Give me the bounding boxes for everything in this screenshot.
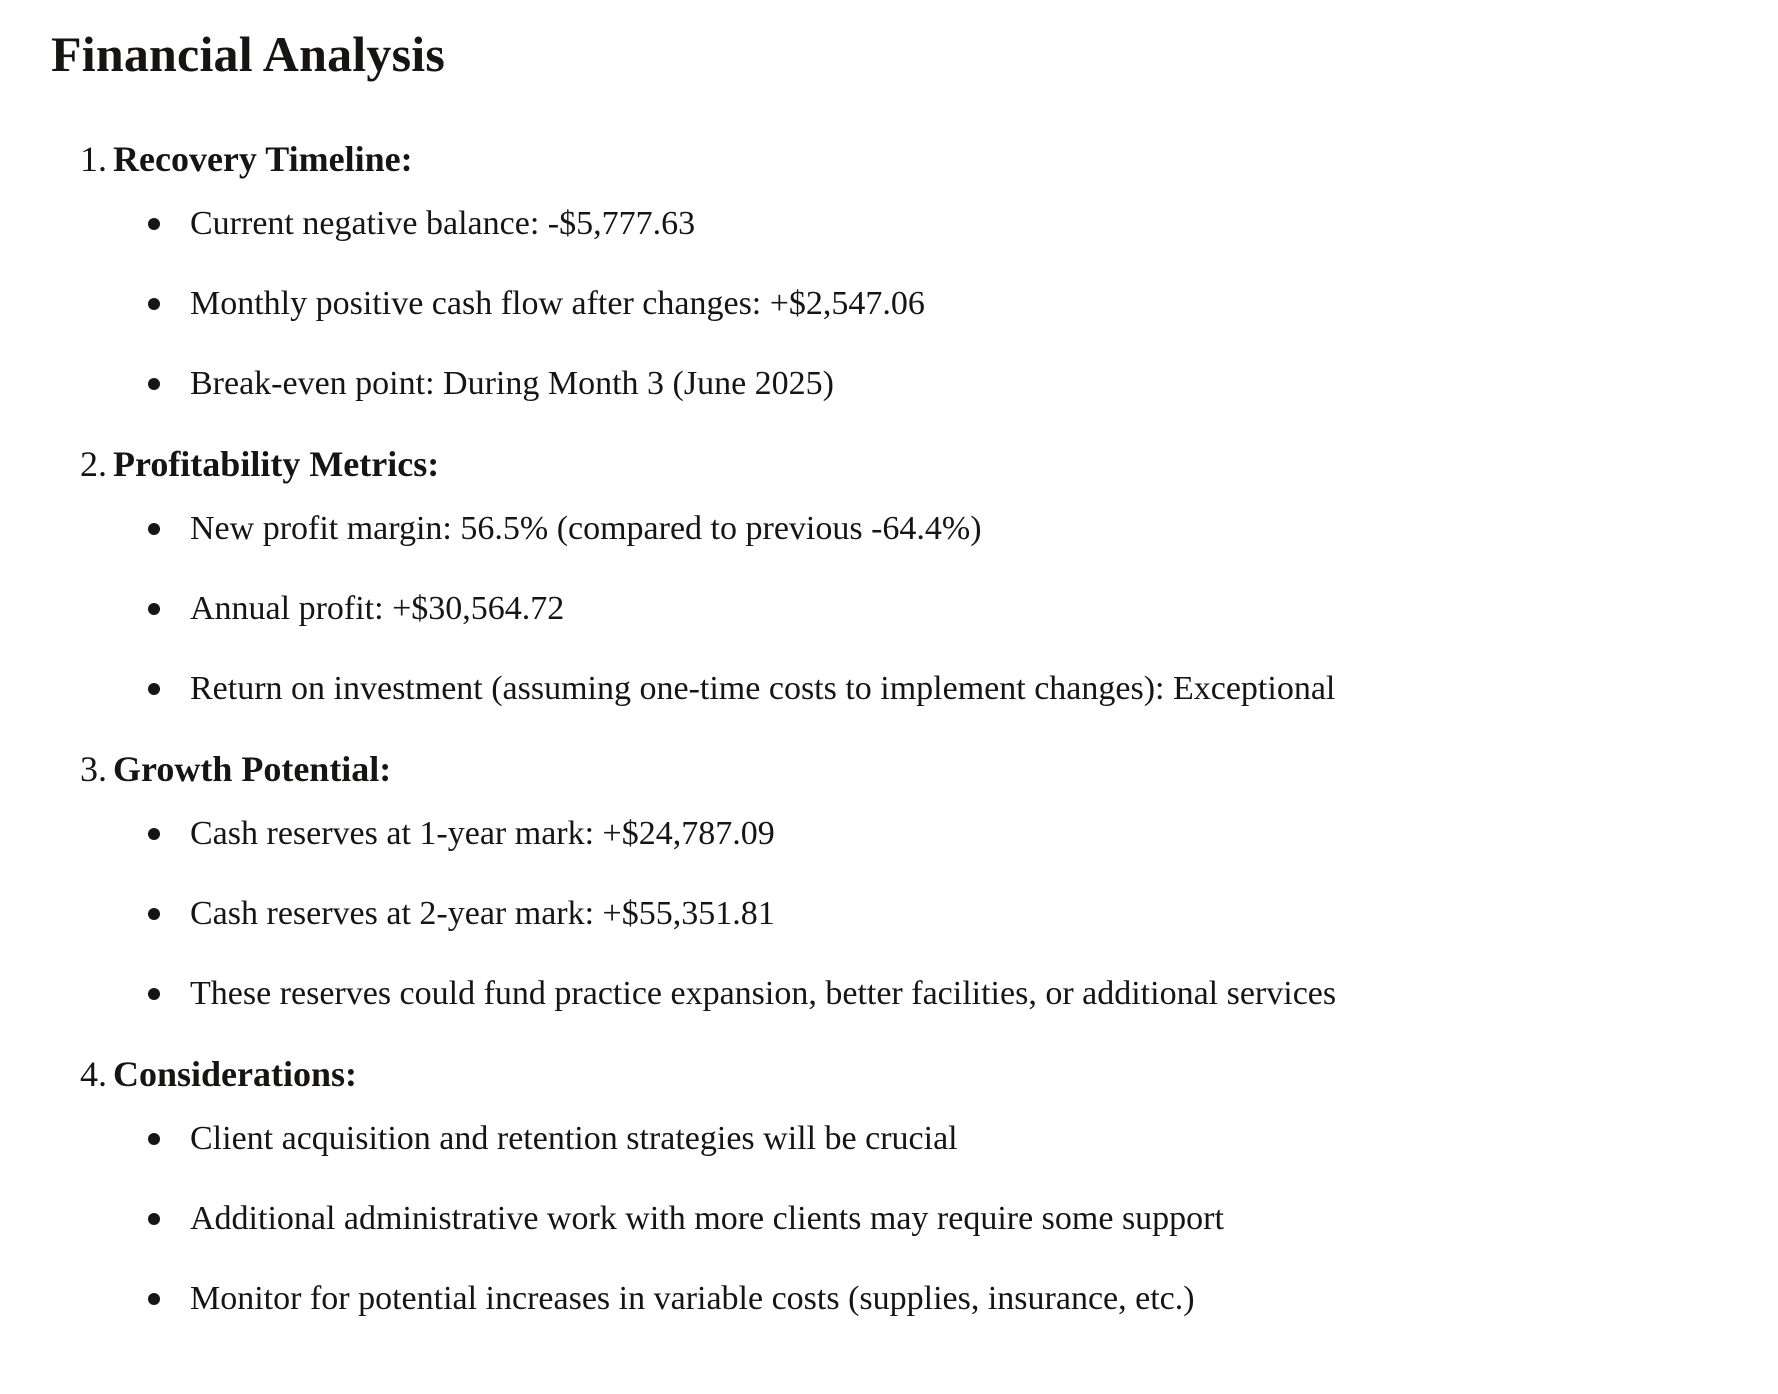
bullet-icon xyxy=(148,218,160,230)
list-item xyxy=(0,1118,1778,1159)
list-item xyxy=(0,1198,1778,1239)
list-item xyxy=(0,1278,1778,1319)
list-item xyxy=(0,893,1778,934)
list-item xyxy=(0,363,1778,404)
bullet-icon xyxy=(148,683,160,695)
list-item-text: New profit margin: 56.5% (compared to previous -64.4%) xyxy=(190,510,982,547)
list-item-text: Cash reserves at 2-year mark: +$55,351.81 xyxy=(190,895,775,932)
list-item xyxy=(0,813,1778,854)
section-bullets xyxy=(0,508,1778,709)
section-bullets xyxy=(0,203,1778,404)
bullet-icon xyxy=(148,1133,160,1145)
list-item-text: Monthly positive cash flow after changes: +$2,547.06 xyxy=(190,285,925,322)
section-heading xyxy=(0,138,1778,181)
section-title: Growth Potential: xyxy=(113,749,392,789)
bullet-icon xyxy=(148,1293,160,1305)
list-item xyxy=(0,973,1778,1014)
analysis-list xyxy=(0,138,1778,1319)
list-item-text: Cash reserves at 1-year mark: +$24,787.09 xyxy=(190,815,775,852)
section-title: Considerations: xyxy=(113,1054,358,1094)
list-item-text: Return on investment (assuming one-time costs to implement changes): Exceptional xyxy=(190,670,1336,707)
list-item-text: Break-even point: During Month 3 (June 2025) xyxy=(190,365,834,402)
section-number: 1. xyxy=(80,139,107,179)
bullet-icon xyxy=(148,378,160,390)
list-item xyxy=(0,508,1778,549)
bullet-icon xyxy=(148,603,160,615)
list-item-text: Monitor for potential increases in variable costs (supplies, insurance, etc.) xyxy=(190,1280,1195,1317)
section-number: 4. xyxy=(80,1054,107,1094)
list-item-text: Annual profit: +$30,564.72 xyxy=(190,590,565,627)
section-heading xyxy=(0,748,1778,791)
section-number: 3. xyxy=(80,749,107,789)
section-number: 2. xyxy=(80,444,107,484)
list-item xyxy=(0,668,1778,709)
list-section-growth-potential xyxy=(0,748,1778,1014)
list-item-text: Current negative balance: -$5,777.63 xyxy=(190,205,696,242)
bullet-icon xyxy=(148,908,160,920)
list-section-profitability-metrics xyxy=(0,443,1778,709)
bullet-icon xyxy=(148,523,160,535)
list-section-considerations xyxy=(0,1053,1778,1319)
section-heading xyxy=(0,443,1778,486)
list-item xyxy=(0,283,1778,324)
section-heading xyxy=(0,1053,1778,1096)
bullet-icon xyxy=(148,1213,160,1225)
bullet-icon xyxy=(148,298,160,310)
list-item xyxy=(0,588,1778,629)
section-bullets xyxy=(0,1118,1778,1319)
bullet-icon xyxy=(148,828,160,840)
list-item-text: Additional administrative work with more clients may require some support xyxy=(190,1200,1224,1237)
section-title: Profitability Metrics: xyxy=(113,444,440,484)
bullet-icon xyxy=(148,988,160,1000)
list-item xyxy=(0,203,1778,244)
page-title: Financial Analysis xyxy=(51,26,445,82)
section-bullets xyxy=(0,813,1778,1014)
list-section-recovery-timeline xyxy=(0,138,1778,404)
section-title: Recovery Timeline: xyxy=(113,139,413,179)
list-item-text: Client acquisition and retention strategies will be crucial xyxy=(190,1120,958,1157)
list-item-text: These reserves could fund practice expansion, better facilities, or additional services xyxy=(190,975,1337,1012)
